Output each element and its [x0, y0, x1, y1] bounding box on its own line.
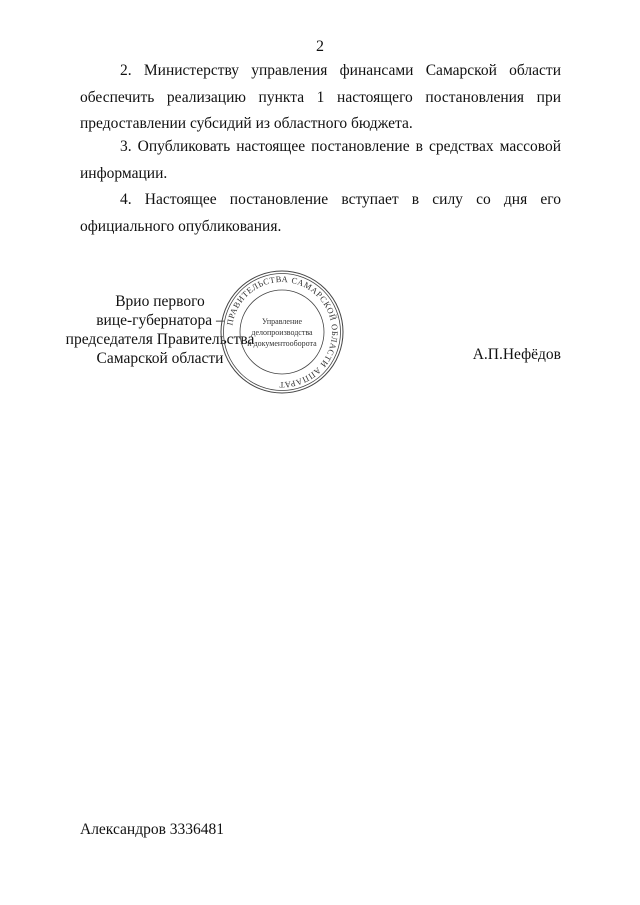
paragraph-2: 2. Министерству управления финансами Самарской области обеспечить реализацию пункта 1 настоящего постановления при предоставлении субсидий из областного бюджета. — [80, 62, 561, 132]
seal-ring-text: ПРАВИТЕЛЬСТВА САМАРСКОЙ ОБЛАСТИ АППАРАТ — [224, 273, 341, 391]
executor-contact: Александров 3336481 — [80, 821, 225, 838]
position-line: Самарской области — [96, 350, 224, 367]
official-seal-stamp — [218, 268, 346, 396]
position-line: председателя Правительства — [65, 331, 255, 348]
position-line: вице-губернатора – — [96, 312, 224, 329]
seal-center-line: Управление — [261, 317, 303, 326]
signatory-name: А.П.Нефёдов — [472, 346, 561, 363]
seal-center-line: и документооборота — [247, 339, 317, 348]
seal-center-line: делопроизводства — [251, 328, 313, 337]
page-number: 2 — [316, 38, 324, 55]
paragraph-4: 4. Настоящее постановление вступает в силу со дня его официального опубликования. — [80, 191, 561, 235]
paragraph-3: 3. Опубликовать настоящее постановление в средствах массовой информации. — [80, 138, 561, 182]
position-line: Врио первого — [115, 293, 205, 310]
